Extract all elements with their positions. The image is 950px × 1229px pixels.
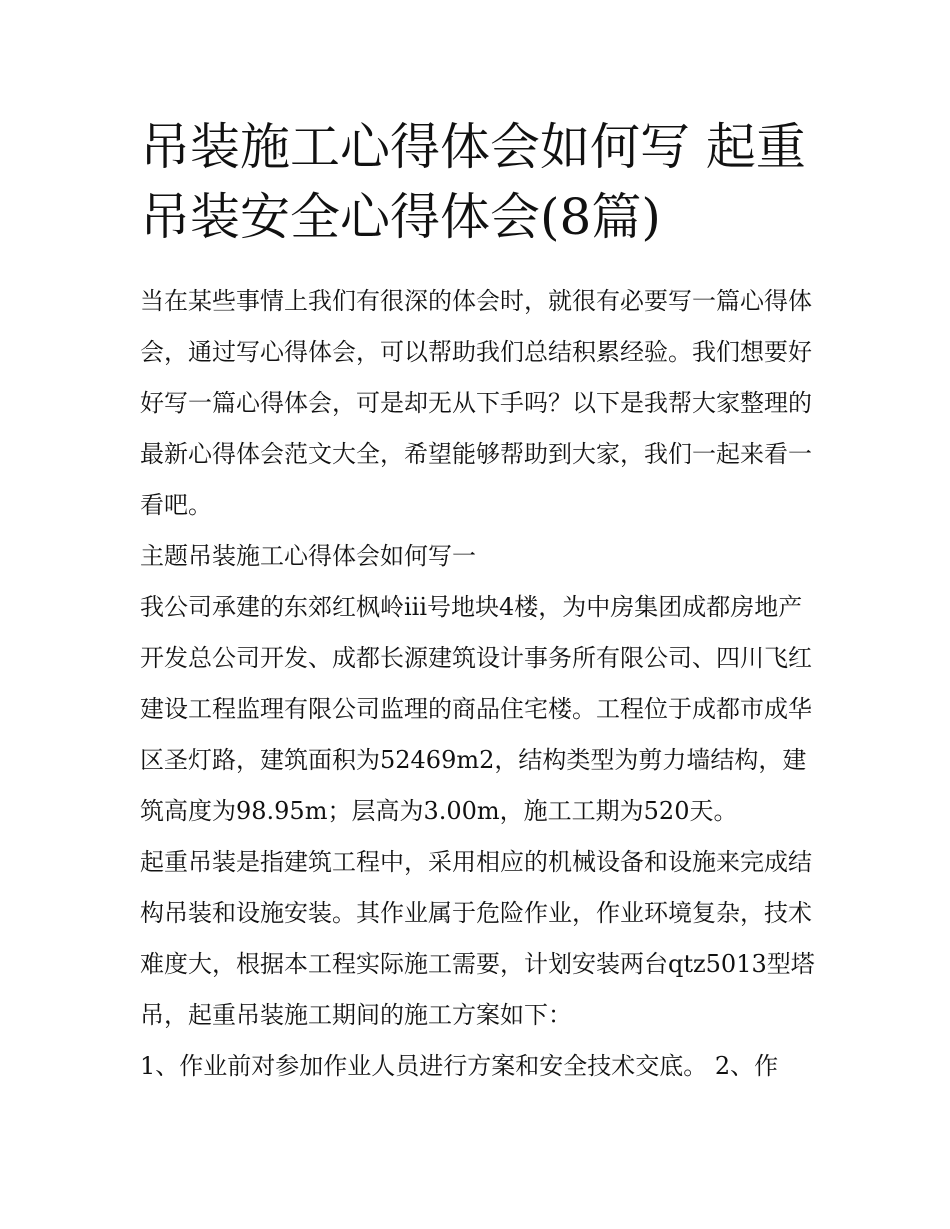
body-paragraph-project: 我公司承建的东郊红枫岭iii号地块4楼，为中房集团成都房地产开发总公司开发、成都长源建筑设计事务所有限公司、四川飞红建设工程监理有限公司监理的商品住宅楼。工程位于成都市成华区圣灯路，建筑面积为52469m2，结构类型为剪力墙结构，建筑高度为98.95m；层高为3.00m，施工工期为520天。 bbox=[140, 593, 812, 825]
document-page bbox=[140, 112, 820, 1092]
intro-paragraph: 当在某些事情上我们有很深的体会时，就很有必要写一篇心得体会，通过写心得体会，可以帮助我们总结积累经验。我们想要好好写一篇心得体会，可是却无从下手吗？以下是我帮大家整理的最新心得体会范文大全，希望能够帮助到大家，我们一起来看一看吧。 bbox=[140, 287, 812, 519]
section-heading: 主题吊装施工心得体会如何写一 bbox=[140, 542, 476, 570]
body-paragraph-steps: 1、作业前对参加作业人员进行方案和安全技术交底。 2、作 bbox=[140, 1052, 779, 1080]
body-paragraph-lifting: 起重吊装是指建筑工程中，采用相应的机械设备和设施来完成结构吊装和设施安装。其作业属于危险作业，作业环境复杂，技术难度大，根据本工程实际施工需要，计划安装两台qtz5013型塔吊，起重吊装施工期间的施工方案如下： bbox=[140, 848, 815, 1029]
document-title: 吊装施工心得体会如何写 起重吊装安全心得体会(8篇) bbox=[140, 118, 806, 246]
